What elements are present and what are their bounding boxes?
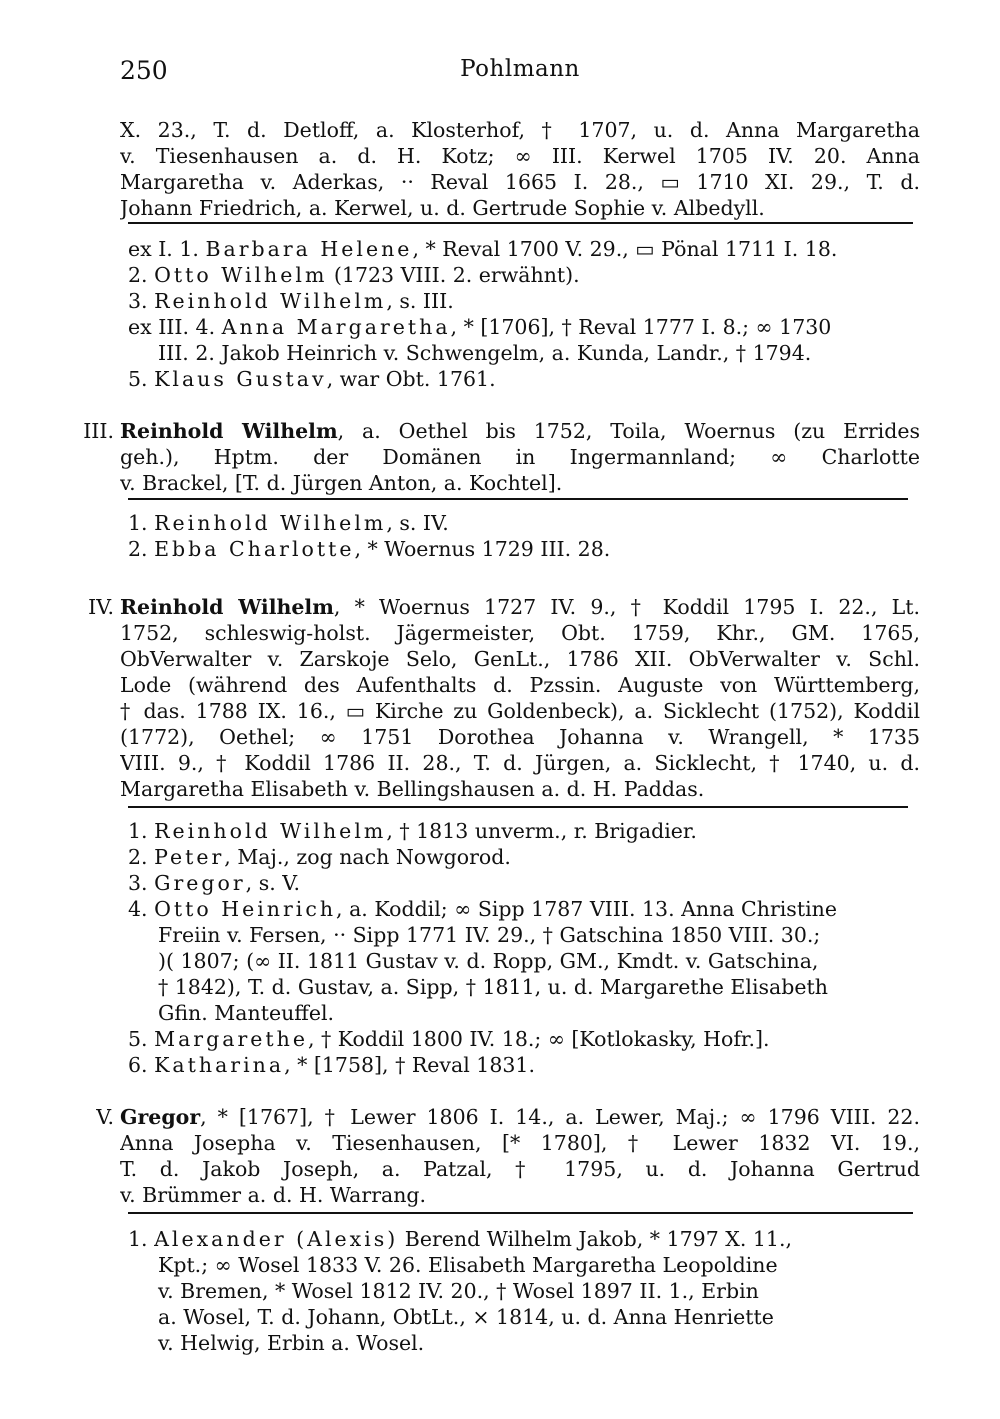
entry-numeral: III. — [83, 419, 114, 443]
list-item: 2. Peter, Maj., zog nach Nowgorod. — [128, 845, 511, 869]
list-item-continuation: a. Wosel, T. d. Johann, ObtLt., × 1814, u. d. Anna Henriette — [158, 1305, 774, 1329]
section-rule — [128, 1212, 913, 1214]
list-item: 1. Reinhold Wilhelm, † 1813 unverm., r. Brigadier. — [128, 819, 697, 843]
list-item: 2. Ebba Charlotte, * Woernus 1729 III. 28. — [128, 537, 611, 561]
entry-line: Lode (während des Aufenthalts d. Pzssin. Auguste von Württemberg, — [120, 673, 920, 697]
entry-line: ObVerwalter v. Zarskoje Selo, GenLt., 1786 XII. ObVerwalter v. Schl. — [120, 647, 920, 671]
entry-line: T. d. Jakob Joseph, a. Patzal, † 1795, u. d. Johanna Gertrud — [120, 1157, 920, 1181]
running-head: Pohlmann — [460, 56, 580, 82]
entry-line: v. Brümmer a. d. H. Warrang. — [120, 1183, 427, 1207]
list-item: 3. Reinhold Wilhelm, s. III. — [128, 289, 454, 313]
section-rule — [128, 498, 908, 500]
list-item-continuation: † 1842), T. d. Gustav, a. Sipp, † 1811, u. d. Margarethe Elisabeth — [158, 975, 828, 999]
entry-line: Reinhold Wilhelm, * Woernus 1727 IV. 9., † Koddil 1795 I. 22., Lt. — [120, 595, 920, 619]
entry-v — [96, 1104, 920, 1208]
entry-line: Margaretha v. Aderkas, ·· Reval 1665 I. 28., ▭ 1710 XI. 29., T. d. — [120, 170, 920, 194]
list-item: 1. Alexander (Alexis) Berend Wilhelm Jakob, * 1797 X. 11., — [128, 1227, 792, 1251]
list-item: ex III. 4. Anna Margaretha, * [1706], † Reval 1777 I. 8.; ∞ 1730 — [128, 315, 832, 339]
entry-line: Johann Friedrich, a. Kerwel, u. d. Gertrude Sophie v. Albedyll. — [120, 196, 765, 220]
list-item: ex I. 1. Barbara Helene, * Reval 1700 V. 29., ▭ Pönal 1711 I. 18. — [128, 237, 838, 261]
list-item: 4. Otto Heinrich, a. Koddil; ∞ Sipp 1787 VIII. 13. Anna Christine — [128, 897, 837, 921]
list-item-continuation: Kpt.; ∞ Wosel 1833 V. 26. Elisabeth Margaretha Leopoldine — [158, 1253, 778, 1277]
entry-line: Anna Josepha v. Tiesenhausen, [* 1780], † Lewer 1832 VI. 19., — [120, 1131, 920, 1155]
entry-name: Gregor — [120, 1105, 201, 1129]
page-number: 250 — [120, 56, 168, 85]
page-header — [120, 56, 920, 88]
list-item-continuation: )( 1807; (∞ II. 1811 Gustav v. d. Ropp, GM., Kmdt. v. Gatschina, — [158, 949, 819, 973]
section-rule — [128, 806, 908, 808]
list-item-continuation: III. 2. Jakob Heinrich v. Schwengelm, a. Kunda, Landr., † 1794. — [158, 341, 812, 365]
list-item: 1. Reinhold Wilhelm, s. IV. — [128, 511, 449, 535]
entry-numeral: IV. — [88, 595, 114, 619]
list-item: 6. Katharina, * [1758], † Reval 1831. — [128, 1053, 535, 1077]
entry-line: Reinhold Wilhelm, a. Oethel bis 1752, Toila, Woernus (zu Errides — [120, 419, 920, 443]
list-item: 5. Klaus Gustav, war Obt. 1761. — [128, 367, 496, 391]
children-list — [120, 1226, 920, 1356]
children-list — [120, 510, 920, 562]
entry-numeral: V. — [96, 1105, 114, 1129]
list-item-continuation: v. Helwig, Erbin a. Wosel. — [158, 1331, 425, 1355]
entry-line: VIII. 9., † Koddil 1786 II. 28., T. d. Jürgen, a. Sicklecht, † 1740, u. d. — [120, 751, 920, 775]
entry-name: Reinhold Wilhelm — [120, 595, 334, 619]
list-item: 5. Margarethe, † Koddil 1800 IV. 18.; ∞ [Kotlokasky, Hofr.]. — [128, 1027, 770, 1051]
entry-line: v. Brackel, [T. d. Jürgen Anton, a. Kochtel]. — [120, 471, 563, 495]
entry-line: v. Tiesenhausen a. d. H. Kotz; ∞ III. Kerwel 1705 IV. 20. Anna — [120, 144, 920, 168]
entry-line: † das. 1788 IX. 16., ▭ Kirche zu Goldenbeck), a. Sicklecht (1752), Koddil — [120, 699, 920, 723]
entry-line: Gregor, * [1767], † Lewer 1806 I. 14., a. Lewer, Maj.; ∞ 1796 VIII. 22. — [120, 1105, 920, 1129]
list-item-continuation: v. Bremen, * Wosel 1812 IV. 20., † Wosel 1897 II. 1., Erbin — [158, 1279, 759, 1303]
section-rule — [128, 222, 913, 224]
entry-iii — [83, 418, 920, 496]
entry-line: geh.), Hptm. der Domänen in Ingermannland; ∞ Charlotte — [120, 445, 920, 469]
entry-continuation — [120, 117, 920, 221]
entry-line: (1772), Oethel; ∞ 1751 Dorothea Johanna v. Wrangell, * 1735 — [120, 725, 920, 749]
list-item-continuation: Gfin. Manteuffel. — [158, 1001, 335, 1025]
entry-line: 1752, schleswig-holst. Jägermeister, Obt. 1759, Khr., GM. 1765, — [120, 621, 920, 645]
list-item: 2. Otto Wilhelm (1723 VIII. 2. erwähnt). — [128, 263, 580, 287]
entry-iv — [88, 594, 920, 802]
entry-line: X. 23., T. d. Detloff, a. Klosterhof, † 1707, u. d. Anna Margaretha — [120, 118, 920, 142]
entry-line: Margaretha Elisabeth v. Bellingshausen a. d. H. Paddas. — [120, 777, 705, 801]
list-item: 3. Gregor, s. V. — [128, 871, 300, 895]
children-list — [120, 818, 920, 1078]
children-list — [120, 236, 920, 392]
entry-name: Reinhold Wilhelm — [120, 419, 338, 443]
list-item-continuation: Freiin v. Fersen, ·· Sipp 1771 IV. 29., † Gatschina 1850 VIII. 30.; — [158, 923, 821, 947]
